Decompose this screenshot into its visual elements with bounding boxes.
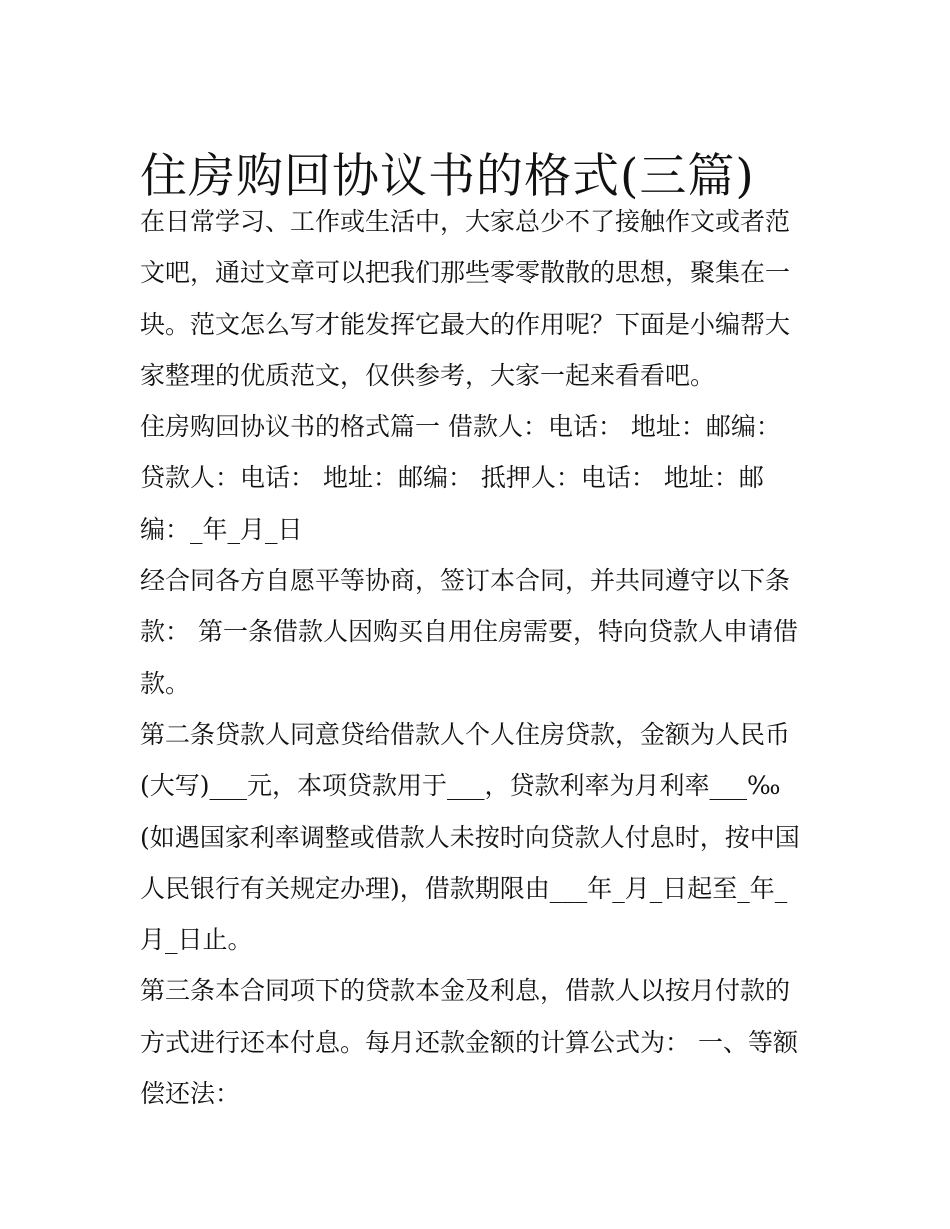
article-two-paragraph: 第二条贷款人同意贷给借款人个人住房贷款，金额为人民币(大写)___元，本项贷款用于___，贷款利率为月利率___‰(如遇国家利率调整或借款人未按时向贷款人付息时，按中国人民银行有关规定办理)，借款期限由___年_月_日起至_年_月_日止。 xyxy=(140,719,800,955)
agreement-paragraph: 经合同各方自愿平等协商，签订本合同，并共同遵守以下条款： 第一条借款人因购买自用住房需要，特向贷款人申请借款。 xyxy=(140,566,798,698)
document-body xyxy=(140,196,812,1119)
article-three-paragraph: 第三条本合同项下的贷款本金及利息，借款人以按月付款的方式进行还本付息。每月还款金额的计算公式为： 一、等额偿还法： xyxy=(140,976,798,1109)
parties-paragraph: 住房购回协议书的格式篇一 借款人：电话： 地址：邮编： 贷款人：电话： 地址：邮编： 抵押人：电话： 地址：邮编：_年_月_日 xyxy=(140,412,781,544)
document-title: 住房购回协议书的格式(三篇) xyxy=(140,149,755,205)
intro-paragraph: 在日常学习、工作或生活中，大家总少不了接触作文或者范文吧，通过文章可以把我们那些零零散散的思想，聚集在一块。范文怎么写才能发挥它最大的作用呢？下面是小编帮大家整理的优质范文，仅供参考，大家一起来看看吧。 xyxy=(140,207,791,390)
